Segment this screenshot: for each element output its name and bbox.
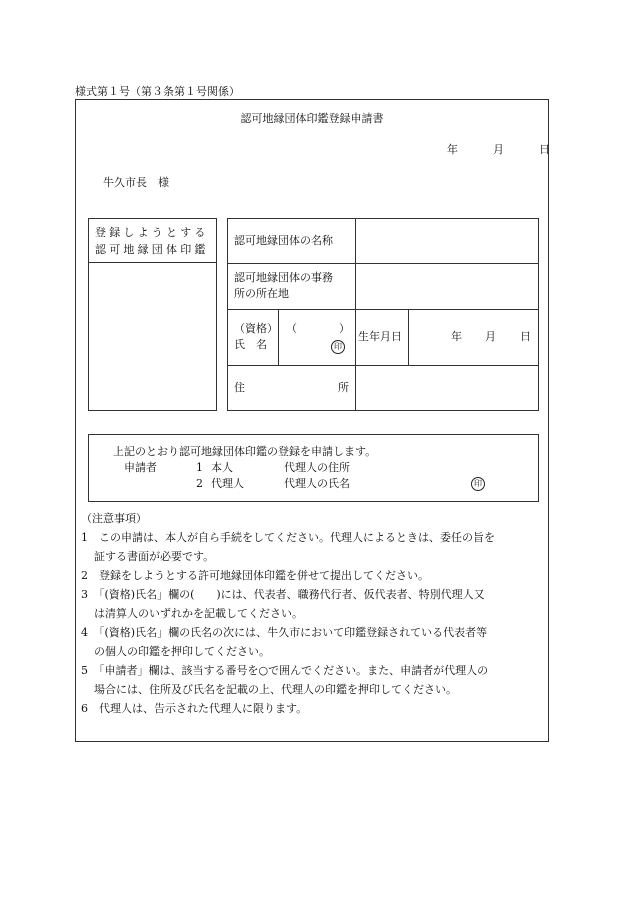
birth-year-label: 年	[451, 330, 462, 343]
option-1-label: 本人	[211, 461, 233, 474]
address-label-left: 住	[234, 381, 245, 394]
table-col-divider	[355, 218, 356, 411]
qualification-name-label: （資格） 氏 名	[234, 322, 278, 351]
form-title: 認可地縁団体印鑑登録申請書	[240, 112, 384, 125]
notes-heading: （注意事項）	[81, 512, 147, 525]
notes-section	[81, 509, 543, 718]
table-col-divider	[278, 309, 279, 365]
birth-day-label: 日	[520, 330, 531, 343]
note-item: 5 「申請者」欄は、該当する番号を○で囲んでください。また、申請者が代理人の 場合には、住所及び氏名を記載の上、代理人の印鑑を押印してください。	[81, 664, 489, 696]
application-statement: 上記のとおり認可地縁団体印鑑の登録を申請します。	[113, 445, 377, 458]
seal-icon: 印	[471, 477, 485, 491]
note-item: 4 「(資格)氏名」欄の氏名の次には、牛久市において印鑑登録されている代表者等 の個人の印鑑を押印してください。	[81, 626, 488, 658]
option-2-label: 代理人	[211, 477, 244, 490]
note-item: 2 登録をしようとする許可地縁団体印鑑を併せて提出してください。	[81, 569, 429, 582]
note-item: 1 この申請は、本人が自ら手続をしてください。代理人によるときは、委任の旨を 証する書面が必要です。	[81, 531, 495, 563]
table-row-divider	[227, 263, 539, 264]
option-2-number: 2	[196, 477, 203, 490]
address-label-right: 所	[338, 381, 349, 394]
option-1-number: 1	[196, 461, 203, 474]
note-item: 3 「(資格)氏名」欄の( )には、代表者、職務代行者、仮代表者、特別代理人又 は清算人のいずれかを記載してください。	[81, 588, 485, 620]
seal-icon: 印	[331, 340, 345, 354]
date-line	[447, 141, 550, 157]
date-year: 年	[447, 143, 458, 156]
form-number-label: 様式第１号（第３条第１号関係）	[75, 85, 240, 98]
note-item: 6 代理人は、告示された代理人に限ります。	[81, 702, 308, 715]
table-row-divider	[227, 309, 539, 310]
table-row-divider	[227, 365, 539, 366]
agent-seal-mark	[471, 476, 485, 491]
date-day: 日	[539, 143, 550, 156]
qualification-paren-close: ）	[339, 322, 350, 335]
representative-seal-mark	[331, 339, 345, 354]
table-col-divider	[408, 309, 409, 365]
agent-address-label: 代理人の住所	[284, 461, 350, 474]
qualification-paren-open: （	[286, 322, 297, 335]
agent-name-label: 代理人の氏名	[284, 477, 350, 490]
office-address-label: 認可地縁団体の事務 所の所在地	[234, 271, 333, 300]
seal-box-header-text: 登録しようとする 認可地縁団体印鑑	[95, 226, 209, 256]
birth-month-label: 月	[485, 330, 496, 343]
applicant-label: 申請者	[124, 461, 157, 474]
group-name-label: 認可地縁団体の名称	[234, 234, 333, 247]
addressee: 牛久市長 様	[103, 176, 169, 189]
date-month: 月	[493, 143, 504, 156]
birth-date-label: 生年月日	[358, 330, 402, 343]
